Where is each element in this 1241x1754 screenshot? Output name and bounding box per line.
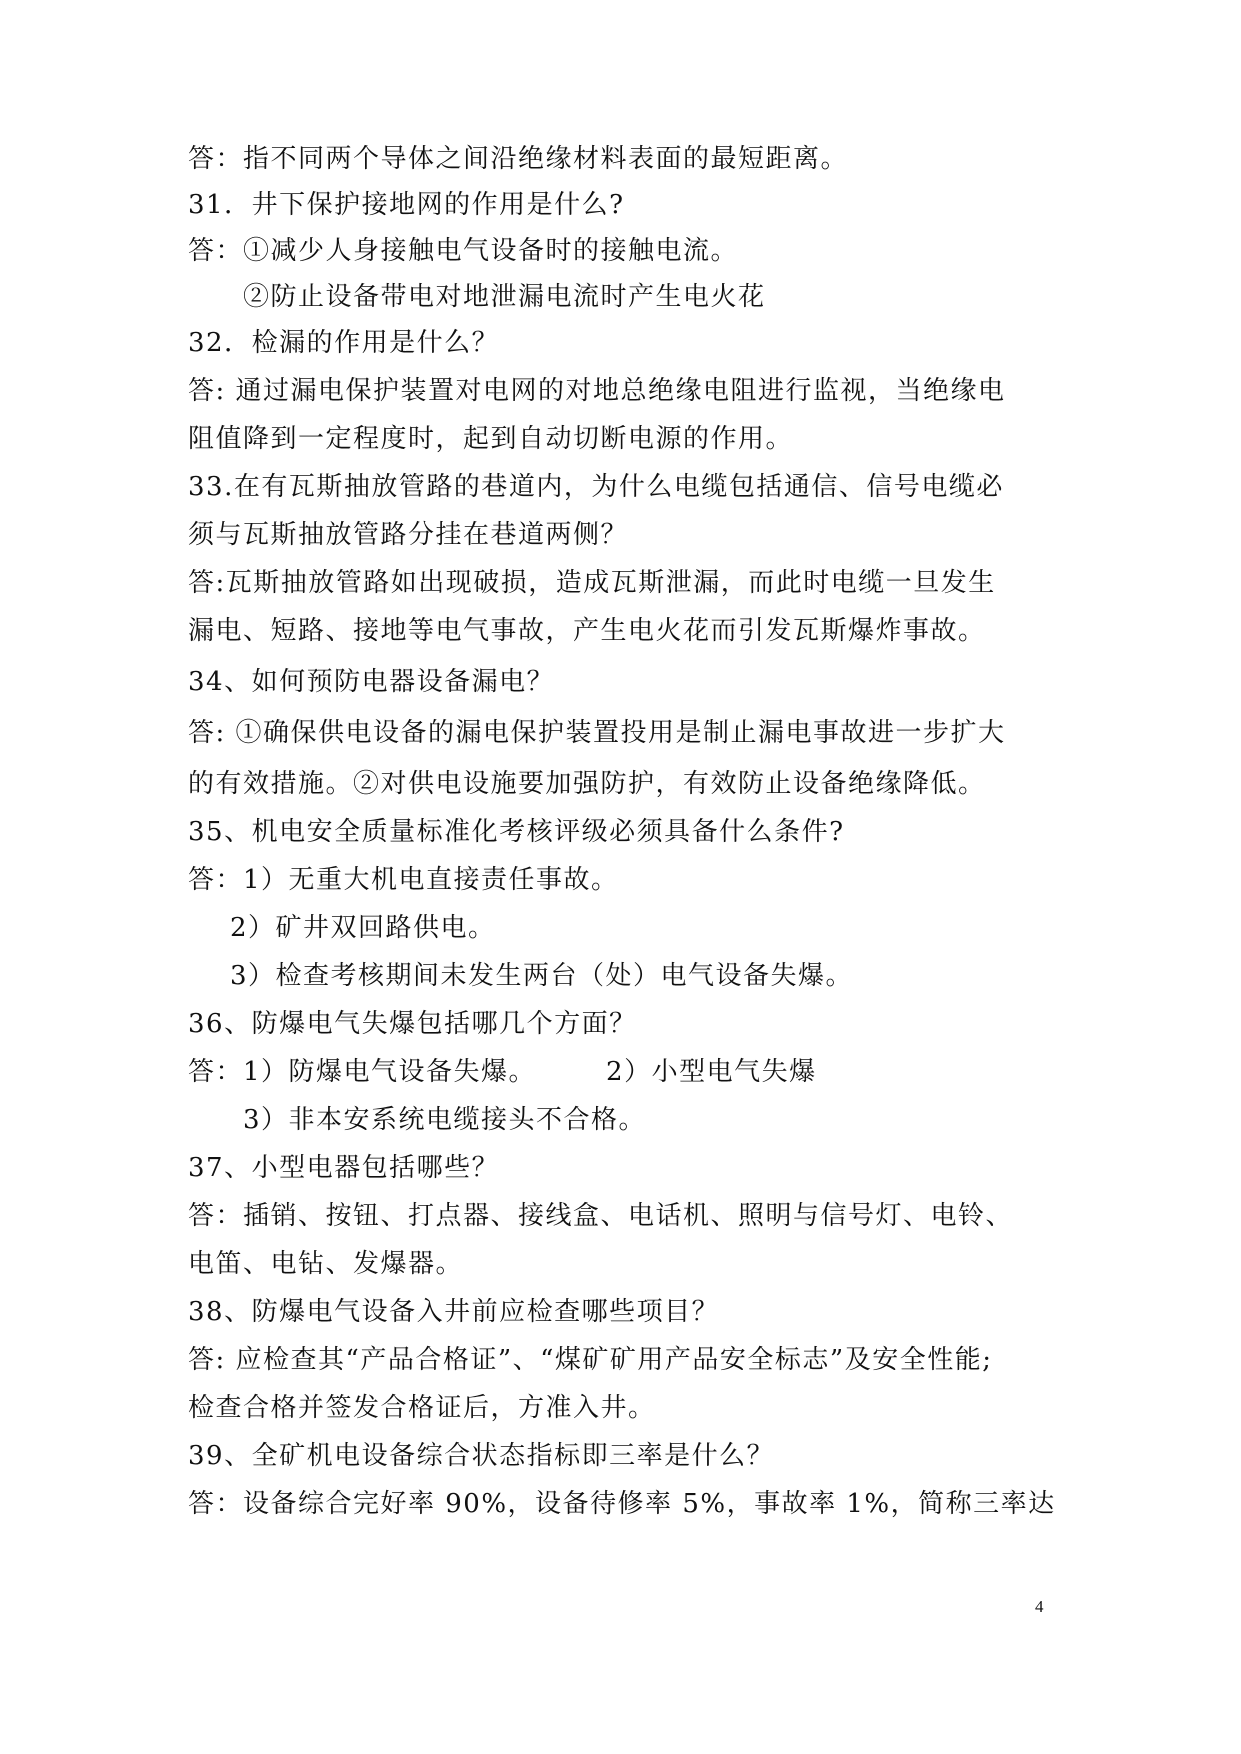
answer-32-line-1: 答: 通过漏电保护装置对电网的对地总绝缘电阻进行监视，当绝缘电 [188, 376, 1006, 406]
answer-33-line-2: 漏电、短路、接地等电气事故，产生电火花而引发瓦斯爆炸事故。 [188, 616, 986, 646]
answer-36-item-3: 3）非本安系统电缆接头不合格。 [243, 1105, 647, 1135]
answer-34-line-2: 的有效措施。②对供电设施要加强防护，有效防止设备绝缘降低。 [188, 769, 986, 799]
answer-36-item-2: 2）小型电气失爆 [606, 1057, 817, 1087]
answer-31-part-2: ②防止设备带电对地泄漏电流时产生电火花 [243, 282, 766, 312]
answer-32-line-2: 阻值降到一定程度时，起到自动切断电源的作用。 [188, 424, 794, 454]
answer-35-item-1: 答：1）无重大机电直接责任事故。 [188, 865, 619, 895]
answer-37-line-2: 电笛、电钻、发爆器。 [188, 1249, 464, 1279]
question-38: 38、防爆电气设备入井前应检查哪些项目？ [188, 1297, 720, 1327]
question-36: 36、防爆电气失爆包括哪几个方面？ [188, 1009, 637, 1039]
question-35: 35、机电安全质量标准化考核评级必须具备什么条件? [188, 817, 845, 847]
question-37: 37、小型电器包括哪些？ [188, 1153, 500, 1183]
answer-35-item-3: 3）检查考核期间未发生两台（处）电气设备失爆。 [230, 961, 854, 991]
question-34: 34、如何预防电器设备漏电？ [188, 667, 555, 697]
answer-37-line-1: 答：插销、按钮、打点器、接线盒、电话机、照明与信号灯、电铃、 [188, 1201, 1014, 1231]
answer-33-line-1: 答:瓦斯抽放管路如出现破损，造成瓦斯泄漏，而此时电缆一旦发生 [188, 568, 996, 598]
answer-36-item-1: 答：1）防爆电气设备失爆。 [188, 1057, 537, 1087]
question-32: 32．检漏的作用是什么？ [188, 328, 500, 358]
question-39: 39、全矿机电设备综合状态指标即三率是什么？ [188, 1441, 775, 1471]
answer-30: 答：指不同两个导体之间沿绝缘材料表面的最短距离。 [188, 144, 849, 174]
question-31: 31．井下保护接地网的作用是什么? [188, 190, 625, 220]
question-33-line-2: 须与瓦斯抽放管路分挂在巷道两侧？ [188, 520, 629, 550]
question-33-line-1: 33.在有瓦斯抽放管路的巷道内，为什么电缆包括通信、信号电缆必 [188, 472, 1004, 502]
page-number: 4 [1035, 1597, 1044, 1616]
answer-36-row-1 [188, 1054, 817, 1090]
answer-38-line-1: 答: 应检查其“产品合格证”、“煤矿矿用产品安全标志”及安全性能; [188, 1345, 993, 1375]
answer-38-line-2: 检查合格并签发合格证后，方准入井。 [188, 1393, 656, 1423]
answer-31-part-1: 答：①减少人身接触电气设备时的接触电流。 [188, 236, 739, 266]
answer-39-line-1: 答：设备综合完好率 90%，设备待修率 5%，事故率 1%，简称三率达 [188, 1489, 1056, 1519]
answer-35-item-2: 2）矿井双回路供电。 [230, 913, 496, 943]
answer-34-line-1: 答: ①确保供电设备的漏电保护装置投用是制止漏电事故进一步扩大 [188, 718, 1006, 748]
